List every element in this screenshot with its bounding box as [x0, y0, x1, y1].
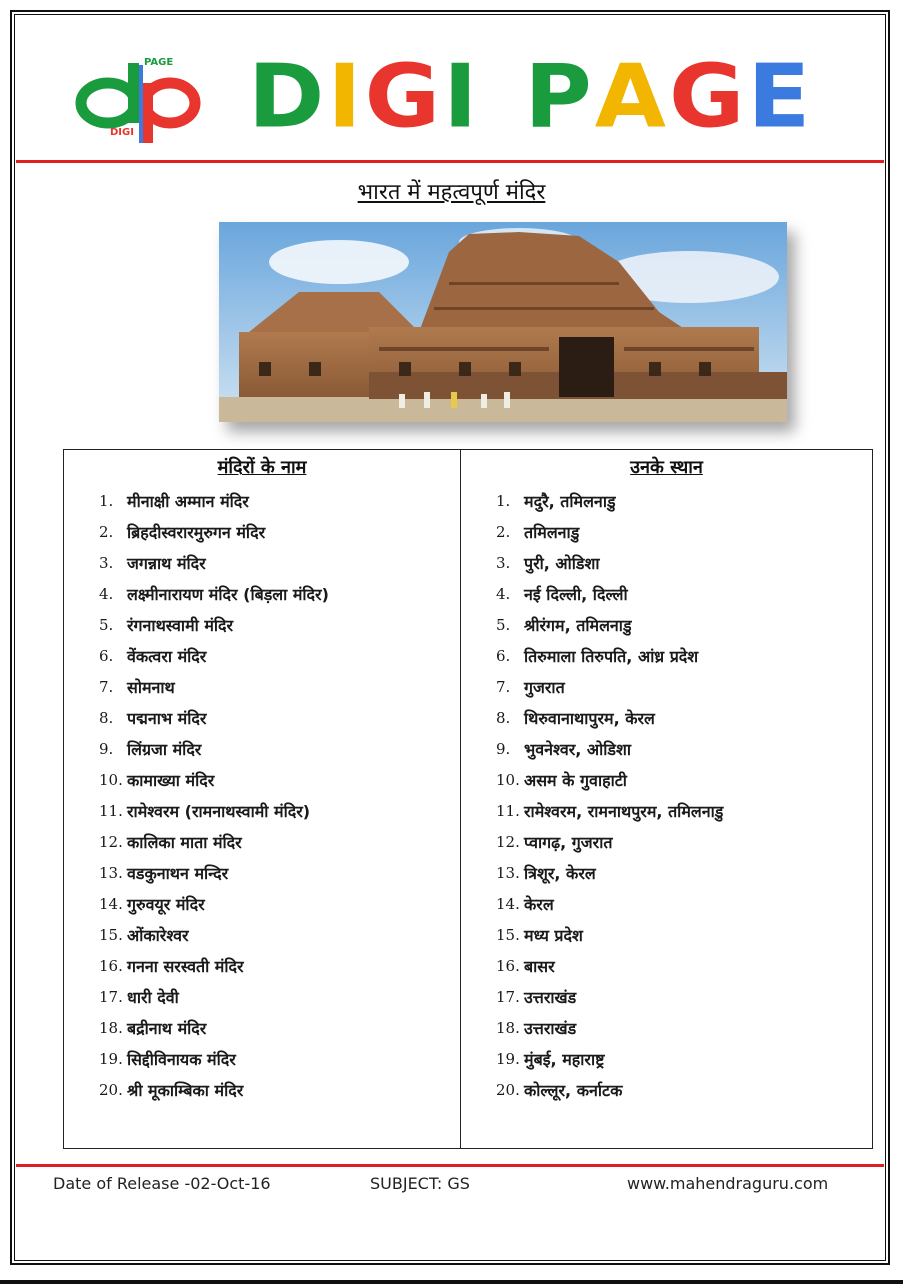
list-number: 15. [99, 926, 123, 944]
brand-letter: I [443, 45, 481, 148]
list-number: 11. [496, 802, 520, 820]
temple-location-item [496, 1044, 866, 1075]
list-number: 8. [99, 709, 114, 727]
list-number: 6. [99, 647, 114, 665]
temple-name-item-text: ओंकारेश्वर [127, 926, 189, 945]
temple-name-item [99, 920, 454, 951]
temple-location-item [496, 920, 866, 951]
list-number: 14. [496, 895, 520, 913]
list-number: 14. [99, 895, 123, 913]
temple-location-item-text: श्रीरंगम, तमिलनाडु [524, 616, 632, 635]
list-number: 10. [99, 771, 123, 789]
list-number: 13. [99, 864, 123, 882]
temple-name-item [99, 858, 454, 889]
list-number: 13. [496, 864, 520, 882]
list-number: 17. [99, 988, 123, 1006]
list-number: 1. [496, 492, 511, 510]
brand-letter: A [594, 45, 669, 148]
list-number: 19. [99, 1050, 123, 1068]
brand-letter: G [669, 45, 748, 148]
temple-name-item-text: गुरुवयूर मंदिर [127, 895, 205, 914]
list-number: 3. [496, 554, 511, 572]
temple-location-item-text: कोल्लूर, कर्नाटक [524, 1081, 623, 1100]
list-number: 16. [99, 957, 123, 975]
release-date: Date of Release -02-Oct-16 [53, 1174, 271, 1193]
temple-name-item-text: कामाख्या मंदिर [127, 771, 215, 790]
temple-name-item [99, 486, 454, 517]
temple-location-item-text: थिरुवानाथापुरम, केरल [524, 709, 655, 728]
temple-name-item-text: वेंकत्वरा मंदिर [127, 647, 207, 666]
temple-location-item-text: असम के गुवाहाटी [524, 771, 627, 790]
temple-name-item [99, 703, 454, 734]
temple-location-item-text: रामेश्वरम, रामनाथपुरम, तमिलनाडु [524, 802, 724, 821]
temple-names-list [99, 486, 454, 1106]
temple-name-item-text: गनना सरस्वती मंदिर [127, 957, 244, 976]
temple-location-item [496, 982, 866, 1013]
list-number: 12. [99, 833, 123, 851]
column-header-temple-names: मंदिरों के नाम [217, 457, 307, 478]
temple-name-item-text: श्री मूकाम्बिका मंदिर [127, 1081, 244, 1100]
temple-location-item [496, 703, 866, 734]
footer-divider [16, 1164, 884, 1167]
temple-location-item-text: बासर [524, 957, 555, 976]
list-number: 2. [496, 523, 511, 541]
list-number: 6. [496, 647, 511, 665]
list-number: 20. [99, 1081, 123, 1099]
list-number: 2. [99, 523, 114, 541]
temple-location-item-text: गुजरात [524, 678, 565, 697]
temple-name-item-text: रामेश्वरम (रामनाथस्वामी मंदिर) [127, 802, 311, 821]
list-number: 7. [496, 678, 511, 696]
list-number: 18. [496, 1019, 520, 1037]
digi-page-logo [72, 55, 207, 145]
temple-name-item-text: सिद्दीविनायक मंदिर [127, 1050, 236, 1069]
list-number: 16. [496, 957, 520, 975]
temple-location-item [496, 486, 866, 517]
temple-name-item [99, 1013, 454, 1044]
logo-digi-text: DIGI [110, 127, 134, 138]
temple-name-item [99, 672, 454, 703]
list-number: 4. [99, 585, 114, 603]
temple-name-item [99, 982, 454, 1013]
list-number: 12. [496, 833, 520, 851]
temple-location-item [496, 517, 866, 548]
list-number: 4. [496, 585, 511, 603]
temple-name-item [99, 1075, 454, 1106]
column-header-locations: उनके स्थान [630, 457, 703, 478]
temple-location-item-text: मध्य प्रदेश [524, 926, 583, 945]
temple-name-item-text: लक्ष्मीनारायण मंदिर (बिड़ला मंदिर) [127, 585, 329, 604]
temple-location-item [496, 641, 866, 672]
temple-name-item [99, 796, 454, 827]
temple-name-item-text: रंगनाथस्वामी मंदिर [127, 616, 234, 635]
temple-location-item-text: केरल [524, 895, 554, 914]
temple-location-item-text: त्रिशूर, केरल [524, 864, 596, 883]
list-number: 1. [99, 492, 114, 510]
list-number: 3. [99, 554, 114, 572]
list-number: 11. [99, 802, 123, 820]
list-number: 17. [496, 988, 520, 1006]
temple-location-item [496, 1013, 866, 1044]
temples-table [63, 449, 873, 1149]
temple-name-item [99, 827, 454, 858]
temple-name-item [99, 951, 454, 982]
temple-photo [219, 222, 787, 422]
logo-page-text: PAGE [144, 57, 174, 68]
page-title: भारत में महत्वपूर्ण मंदिर [357, 180, 546, 205]
temple-location-item-text: मदुरै, तमिलनाडु [524, 492, 616, 511]
temple-name-item-text: धारी देवी [127, 988, 179, 1007]
brand-letter: P [524, 45, 595, 148]
temple-location-item-text: तिरुमाला तिरुपति, आंध्र प्रदेश [524, 647, 699, 666]
temple-location-item [496, 889, 866, 920]
list-number: 19. [496, 1050, 520, 1068]
temple-location-item-text: पुरी, ओडिशा [524, 554, 600, 573]
temple-location-item-text: नई दिल्ली, दिल्ली [524, 585, 628, 604]
list-number: 9. [99, 740, 114, 758]
page-bottom-rule [0, 1280, 903, 1284]
temple-location-item [496, 579, 866, 610]
temple-name-item-text: ब्रिहदीस्वरारमुरुगन मंदिर [127, 523, 266, 542]
temple-location-item [496, 734, 866, 765]
list-number: 15. [496, 926, 520, 944]
brand-letter: D [248, 45, 328, 148]
temple-location-item-text: भुवनेश्वर, ओडिशा [524, 740, 632, 759]
temple-name-item-text: सोमनाथ [127, 678, 175, 697]
brand-letter: G [364, 45, 444, 148]
temple-name-item-text: मीनाक्षी अम्मान मंदिर [127, 492, 249, 511]
temple-name-item [99, 548, 454, 579]
brand-wordmark [248, 45, 814, 148]
temple-location-item [496, 672, 866, 703]
temple-location-item [496, 827, 866, 858]
temple-location-item [496, 765, 866, 796]
temple-location-item [496, 796, 866, 827]
temple-location-item-text: तमिलनाडु [524, 523, 580, 542]
temple-name-item [99, 765, 454, 796]
list-number: 7. [99, 678, 114, 696]
temple-location-item-text: उत्तराखंड [524, 988, 577, 1007]
temple-location-item-text: उत्तराखंड [524, 1019, 577, 1038]
brand-letter: I [327, 45, 365, 148]
list-number: 9. [496, 740, 511, 758]
temple-location-item-text: प्वागढ़, गुजरात [524, 833, 613, 852]
list-number: 10. [496, 771, 520, 789]
list-number: 5. [99, 616, 114, 634]
temple-location-item [496, 858, 866, 889]
list-number: 18. [99, 1019, 123, 1037]
list-number: 20. [496, 1081, 520, 1099]
temple-name-item [99, 517, 454, 548]
temple-name-item-text: बद्रीनाथ मंदिर [127, 1019, 207, 1038]
temple-location-item [496, 1075, 866, 1106]
list-number: 5. [496, 616, 511, 634]
temple-name-item-text: लिंग्रजा मंदिर [127, 740, 202, 759]
temple-name-item [99, 610, 454, 641]
temple-location-item [496, 548, 866, 579]
temple-name-item-text: जगन्नाथ मंदिर [127, 554, 206, 573]
temple-location-item-text: मुंबई, महाराष्ट्र [524, 1050, 605, 1069]
brand-word-gap [480, 54, 524, 140]
list-number: 8. [496, 709, 511, 727]
temple-locations-list [496, 486, 866, 1106]
temple-name-item [99, 1044, 454, 1075]
subject-label: SUBJECT: GS [370, 1174, 470, 1193]
temple-name-item [99, 734, 454, 765]
temple-location-item [496, 610, 866, 641]
temple-name-item [99, 889, 454, 920]
temple-name-item-text: कालिका माता मंदिर [127, 833, 242, 852]
temple-name-item [99, 641, 454, 672]
brand-letter: E [747, 45, 814, 148]
header-divider [16, 160, 884, 163]
temple-location-item [496, 951, 866, 982]
website-link[interactable]: www.mahendraguru.com [627, 1174, 829, 1193]
temple-name-item-text: वडकुनाथन मन्दिर [127, 864, 229, 883]
column-divider [460, 450, 461, 1148]
temple-name-item [99, 579, 454, 610]
temple-name-item-text: पद्मनाभ मंदिर [127, 709, 207, 728]
